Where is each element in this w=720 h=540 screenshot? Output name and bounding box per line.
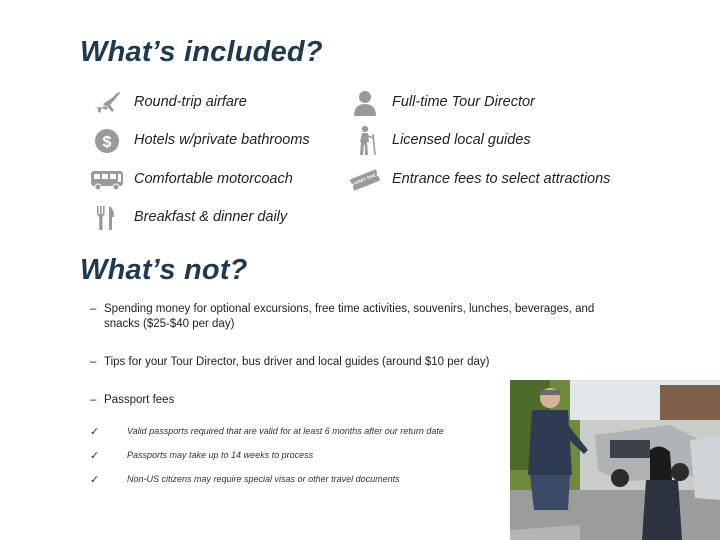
- included-label: Entrance fees to select attractions: [392, 171, 611, 187]
- airplane-icon: [90, 88, 124, 118]
- passport-note-label: Valid passports required that are valid for at least 6 months after our return date: [127, 426, 444, 436]
- check-icon: ✓: [90, 450, 100, 462]
- dollar-coin-icon: [90, 126, 124, 156]
- hiker-icon: [348, 126, 382, 156]
- not-included-item-tips: [90, 355, 630, 370]
- ticket-admit-text: ADMIT ONE: [352, 172, 377, 186]
- bullet-dash: –: [90, 303, 97, 315]
- passport-note-label: Passports may take up to 14 weeks to process: [127, 450, 314, 460]
- passport-note: [90, 426, 444, 436]
- included-label: Round-trip airfare: [134, 94, 247, 110]
- ticket-icon: [348, 165, 382, 195]
- heading-whats-included: What’s included?: [80, 36, 323, 68]
- check-icon: ✓: [90, 474, 100, 486]
- passport-note: [90, 450, 313, 460]
- check-icon: ✓: [90, 426, 100, 438]
- not-included-item-spending: [90, 302, 630, 332]
- svg-text:$: $: [102, 134, 112, 151]
- bus-icon: [90, 165, 124, 195]
- bullet-dash: –: [90, 356, 97, 368]
- person-icon: [348, 88, 382, 118]
- travel-photo: [510, 380, 720, 540]
- bullet-dash: –: [90, 394, 97, 406]
- included-label: Comfortable motorcoach: [134, 171, 293, 187]
- not-included-label: Tips for your Tour Director, bus driver and local guides (around $10 per day): [104, 356, 490, 368]
- included-label: Breakfast & dinner daily: [134, 209, 288, 225]
- not-included-label: Passport fees: [104, 394, 175, 406]
- not-included-label: Spending money for optional excursions, free time activities, souvenirs, lunches, beverages, and snacks ($25-$40 per day): [104, 303, 595, 330]
- included-label: Licensed local guides: [392, 132, 531, 148]
- included-label: Hotels w/private bathrooms: [134, 132, 310, 148]
- included-label: Full-time Tour Director: [392, 94, 535, 110]
- passport-note: [90, 474, 400, 484]
- passport-note-label: Non-US citizens may require special visas or other travel documents: [127, 474, 400, 484]
- utensils-icon: [90, 203, 124, 233]
- heading-whats-not: What’s not?: [80, 254, 248, 286]
